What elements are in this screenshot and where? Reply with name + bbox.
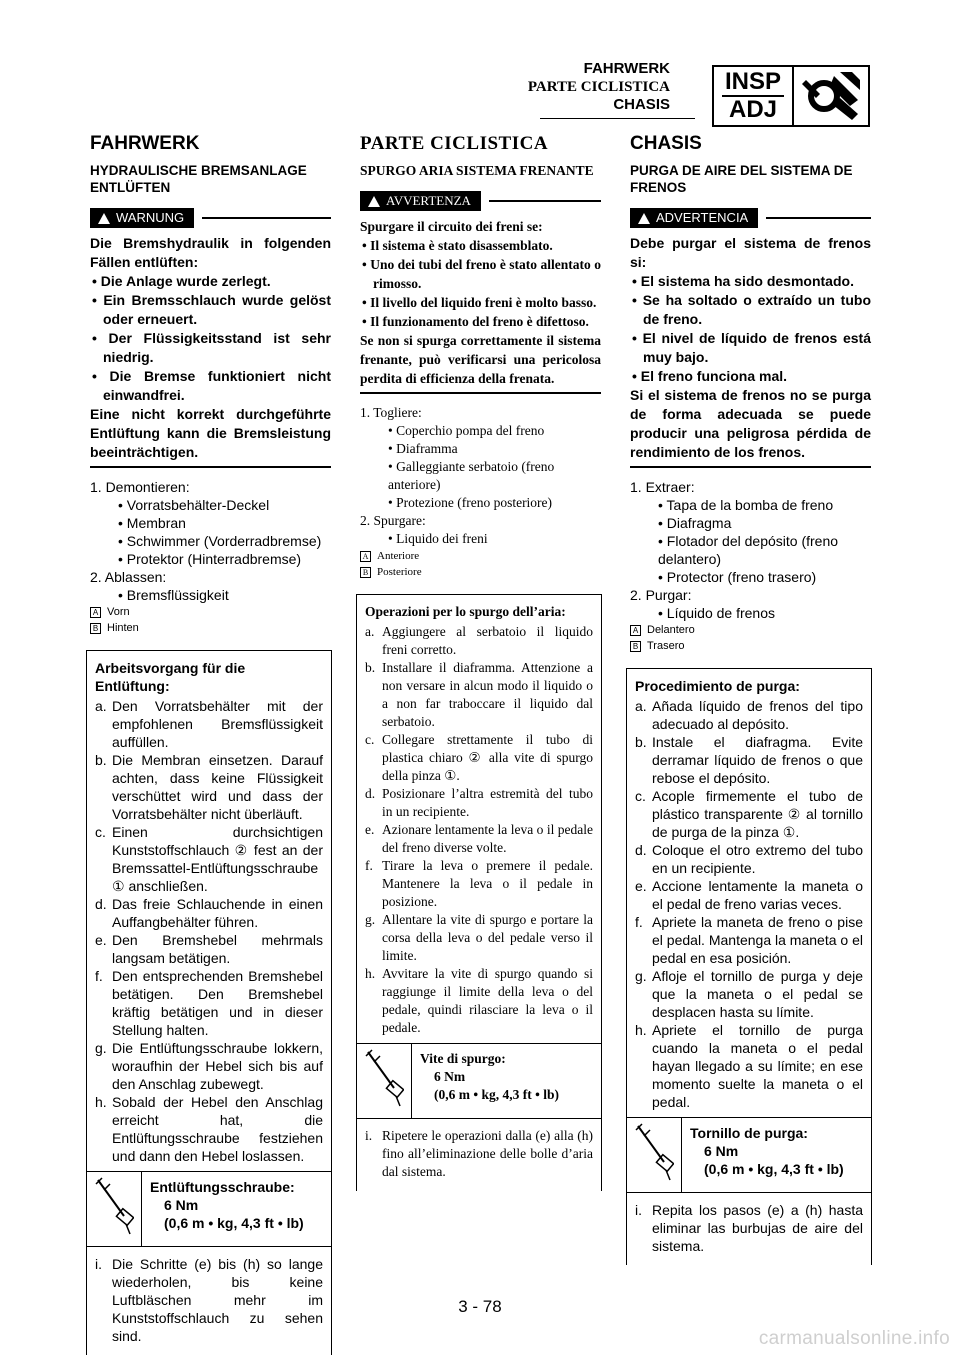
procedure-final-step: i. Repita los pasos (e) a (h) hasta eliminar las burbujas de aire del sistema. xyxy=(635,1202,863,1254)
torque-value-alt: (0,6 m • kg, 4,3 ft • lb) xyxy=(164,1215,304,1231)
step-item: • Bremsflüssigkeit xyxy=(118,587,229,603)
header-fahrwerk: FAHRWERK xyxy=(583,60,670,77)
procedure-step: b. Installare il diaframma. Attenzione a non versare in alcun modo il liquido o a non far traboccare il liquido dal serbatoio. xyxy=(365,660,593,729)
torque-wrench-icon xyxy=(357,1044,412,1118)
warning-badge xyxy=(360,191,481,211)
warning-tail: Si el sistema de frenos no se purga de forma adecuada se puede producir una peligrosa pérdida de rendimiento de los frenos. xyxy=(630,387,871,460)
steps-list xyxy=(90,478,331,604)
warning-header xyxy=(360,191,601,211)
column-german xyxy=(90,132,331,1355)
procedure-step: e. Accione lentamente la maneta o el pedal de freno varias veces. xyxy=(635,878,863,912)
warning-badge xyxy=(90,208,194,228)
procedure-step: g. Afloje el tornillo de purga y deje que la maneta o el pedal se desplacen hasta su límite. xyxy=(635,968,863,1020)
warning-bullet: • El freno funciona mal. xyxy=(632,368,788,384)
legend-b: B Trasero xyxy=(630,638,871,654)
procedure-step: b. Instale el diafragma. Evite derramar líquido de frenos o que rebose el depósito. xyxy=(635,734,863,786)
section-title: CHASIS xyxy=(630,133,702,154)
wrench-magnifier-icon xyxy=(794,67,868,125)
procedure-step: d. Coloque el otro extremo del tubo en un recipiente. xyxy=(635,842,863,876)
legend-a: A Anteriore xyxy=(360,548,601,564)
warning-lead: Debe purgar el sistema de frenos si: xyxy=(630,235,871,270)
step-item: • Protezione (freno posteriore) xyxy=(388,495,553,510)
procedure-box xyxy=(626,668,872,1265)
warning-bullet: • Die Bremse funktioniert nicht einwandfrei. xyxy=(92,368,331,403)
warning-icon xyxy=(638,213,650,224)
procedure-step: f. Tirare la leva o premere il pedale. Mantenere la leva o il pedale in posizione. xyxy=(365,858,593,909)
header-rule xyxy=(540,118,695,119)
warning-label: AVVERTENZA xyxy=(386,193,471,208)
page-number: 3 - 78 xyxy=(458,1297,502,1316)
warning-text xyxy=(630,234,871,468)
procedure-box xyxy=(356,594,602,1191)
section-title: PARTE CICLISTICA xyxy=(360,133,549,154)
warning-tail: Se non si spurga correttamente il sistema frenante, può verificarsi una pericolosa perdita di efficienza della frenata. xyxy=(360,333,601,386)
legend-a: A Delantero xyxy=(630,622,871,638)
header-chasis: CHASIS xyxy=(613,96,670,113)
warning-bullet: • Se ha soltado o extraído un tubo de freno. xyxy=(632,292,872,327)
warning-text xyxy=(90,234,331,468)
warning-bullet: • Il livello del liquido freni è molto basso. xyxy=(362,295,597,310)
step-item: • Flotador del depósito (freno delantero) xyxy=(658,533,839,567)
section-subtitle: SPURGO ARIA SISTEMA FRENANTE xyxy=(360,163,594,178)
step-item: • Líquido de frenos xyxy=(658,605,775,621)
procedure-step: e. Den Bremshebel mehrmals langsam betätigen. xyxy=(95,932,323,966)
torque-name: Tornillo de purga: xyxy=(690,1125,808,1141)
procedure-step: c. Einen durchsichtigen Kunststoffschlauch ② fest an der Bremssattel-Entlüftungsschraube ① anschließen. xyxy=(95,824,323,894)
step-item: • Schwimmer (Vorderradbremse) xyxy=(118,533,322,549)
procedure-step: e. Azionare lentamente la leva o il pedale del freno diverse volte. xyxy=(365,822,593,855)
step-item: • Protector (freno trasero) xyxy=(658,569,817,585)
torque-name: Entlüftungsschraube: xyxy=(150,1179,295,1195)
torque-wrench-icon xyxy=(87,1172,142,1246)
torque-spec xyxy=(627,1117,871,1193)
procedure-step: b. Die Membran einsetzen. Darauf achten, dass keine Flüssigkeit verschüttet wird und dass der Vorratsbehälter nicht überläuft. xyxy=(95,752,323,822)
step-1: 1. Demontieren: xyxy=(90,479,190,495)
warning-bullet: • El nivel de líquido de frenos está muy bajo. xyxy=(632,330,871,365)
procedure-step: g. Allentare la vite di spurgo e portare la corsa della leva o del pedale verso il limite. xyxy=(365,912,593,963)
torque-wrench-icon xyxy=(627,1118,682,1192)
step-2: 2. Spurgare: xyxy=(360,513,426,528)
step-item: • Protektor (Hinterradbremse) xyxy=(118,551,302,567)
torque-name: Vite di spurgo: xyxy=(420,1051,506,1066)
warning-badge xyxy=(630,208,758,228)
section-subtitle: HYDRAULISCHE BREMSANLAGE ENTLÜFTEN xyxy=(90,163,307,195)
warning-bullet: • Il sistema è stato disassemblato. xyxy=(362,238,553,253)
column-italian xyxy=(360,132,601,1191)
procedure-box xyxy=(86,650,332,1355)
step-1: 1. Togliere: xyxy=(360,405,422,420)
warning-bullet: • Il funzionamento del freno è difettoso. xyxy=(362,314,589,329)
torque-value: 6 Nm xyxy=(434,1069,466,1084)
warning-icon xyxy=(368,196,380,207)
section-title: FAHRWERK xyxy=(90,133,200,154)
legend-b: B Hinten xyxy=(90,620,331,636)
torque-value-alt: (0,6 m • kg, 4,3 ft • lb) xyxy=(434,1087,559,1102)
procedure-title: Procedimiento de purga: xyxy=(635,678,800,694)
warning-bullet: • Uno dei tubi del freno è stato allentato o rimosso. xyxy=(362,257,601,291)
warning-text xyxy=(360,217,601,394)
warning-lead: Spurgare il circuito dei freni se: xyxy=(360,219,543,234)
steps-list xyxy=(630,478,871,622)
page-header xyxy=(528,60,670,114)
badge-insp: INSP xyxy=(722,69,784,97)
step-2: 2. Ablassen: xyxy=(90,569,167,585)
procedure-step: a. Añada líquido de frenos del tipo adecuado al depósito. xyxy=(635,698,863,732)
step-item: • Liquido dei freni xyxy=(388,531,488,546)
procedure-step: h. Avvitare la vite di spurgo quando si raggiunge il limite della leva o del pedale, quindi rilasciare la leva o il pedale. xyxy=(365,966,593,1035)
step-2: 2. Purgar: xyxy=(630,587,692,603)
badge-adj: ADJ xyxy=(728,96,777,123)
warning-bullet: • Der Flüssigkeitsstand ist sehr niedrig. xyxy=(92,330,331,365)
step-item: • Diaframma xyxy=(388,441,458,456)
procedure-step: h. Apriete el tornillo de purga cuando la maneta o el pedal hayan llegado a su límite; en ese momento suelte la maneta o el pedal. xyxy=(635,1022,863,1110)
step-item: • Tapa de la bomba de freno xyxy=(658,497,834,513)
step-item: • Diafragma xyxy=(658,515,732,531)
procedure-final-step: i. Ripetere le operazioni dalla (e) alla (h) fino all’eliminazione delle bolle d’aria dal sistema. xyxy=(365,1128,593,1179)
procedure-step: c. Collegare strettamente il tubo di plastica chiaro ② alla vite di spurgo della pinza ①. xyxy=(365,732,593,783)
procedure-step: g. Die Entlüftungsschraube lokkern, woraufhin der Hebel sich bis auf den Anschlag zubewegt. xyxy=(95,1040,323,1092)
warning-label: WARNUNG xyxy=(116,210,185,225)
section-subtitle: PURGA DE AIRE DEL SISTEMA DE FRENOS xyxy=(630,163,853,195)
warning-header xyxy=(90,208,331,228)
procedure-step: f. Apriete la maneta de freno o pise el pedal. Mantenga la maneta o el pedal en esa posición. xyxy=(635,914,863,966)
column-spanish xyxy=(630,132,871,1265)
legend-b: B Posteriore xyxy=(360,564,601,580)
step-item: • Membran xyxy=(118,515,186,531)
procedure-title: Operazioni per lo spurgo dell’aria: xyxy=(365,604,566,619)
procedure-step: d. Posizionare l’altra estremità del tubo in un recipiente. xyxy=(365,786,593,819)
warning-bullet: • Ein Bremsschlauch wurde gelöst oder erneuert. xyxy=(92,292,332,327)
procedure-title: Arbeitsvorgang für die Entlüftung: xyxy=(95,660,246,694)
insp-adj-badge xyxy=(712,65,870,127)
warning-label: ADVERTENCIA xyxy=(656,210,749,225)
legend-a: A Vorn xyxy=(90,604,331,620)
torque-value: 6 Nm xyxy=(704,1143,739,1159)
procedure-step: d. Das freie Schlauchende in einen Auffangbehälter führen. xyxy=(95,896,323,930)
procedure-step: f. Den entsprechenden Bremshebel betätigen. Den Bremshebel kräftig betätigen und in dieser Stellung halten. xyxy=(95,968,323,1038)
torque-value: 6 Nm xyxy=(164,1197,199,1213)
warning-header xyxy=(630,208,871,228)
warning-bullet: • El sistema ha sido desmontado. xyxy=(632,273,854,289)
warning-icon xyxy=(98,213,110,224)
procedure-step: a. Aggiungere al serbatoio il liquido freni corretto. xyxy=(365,624,593,657)
torque-value-alt: (0,6 m • kg, 4,3 ft • lb) xyxy=(704,1161,844,1177)
procedure-step: h. Sobald der Hebel den Anschlag erreicht hat, die Entlüftungsschraube festziehen und dann den Hebel loslassen. xyxy=(95,1094,323,1164)
procedure-step: c. Acople firmemente el tubo de plástico transparente ② al tornillo de purga de la pinza ①. xyxy=(635,788,863,840)
step-item: • Coperchio pompa del freno xyxy=(388,423,545,438)
step-1: 1. Extraer: xyxy=(630,479,695,495)
procedure-final-step: i. Die Schritte (e) bis (h) so lange wiederholen, bis keine Luftbläschen mehr im Kunststoffschlauch zu sehen sind. xyxy=(95,1256,323,1344)
step-item: • Galleggiante serbatoio (freno anteriore) xyxy=(388,459,555,492)
steps-list xyxy=(360,404,601,548)
torque-spec xyxy=(357,1043,601,1119)
warning-tail: Eine nicht korrekt durchgeführte Entlüftung kann die Bremsleistung beeinträchtigen. xyxy=(90,406,331,460)
header-parte-ciclistica: PARTE CICLISTICA xyxy=(527,79,670,95)
watermark: carmanualsonline.info xyxy=(758,1328,950,1349)
procedure-step: a. Den Vorratsbehälter mit der empfohlenen Bremsflüssigkeit auffüllen. xyxy=(95,698,323,750)
step-item: • Vorratsbehälter-Deckel xyxy=(118,497,270,513)
warning-bullet: • Die Anlage wurde zerlegt. xyxy=(92,273,271,289)
torque-spec xyxy=(87,1171,331,1247)
warning-lead: Die Bremshydraulik in folgenden Fällen entlüften: xyxy=(90,235,331,270)
